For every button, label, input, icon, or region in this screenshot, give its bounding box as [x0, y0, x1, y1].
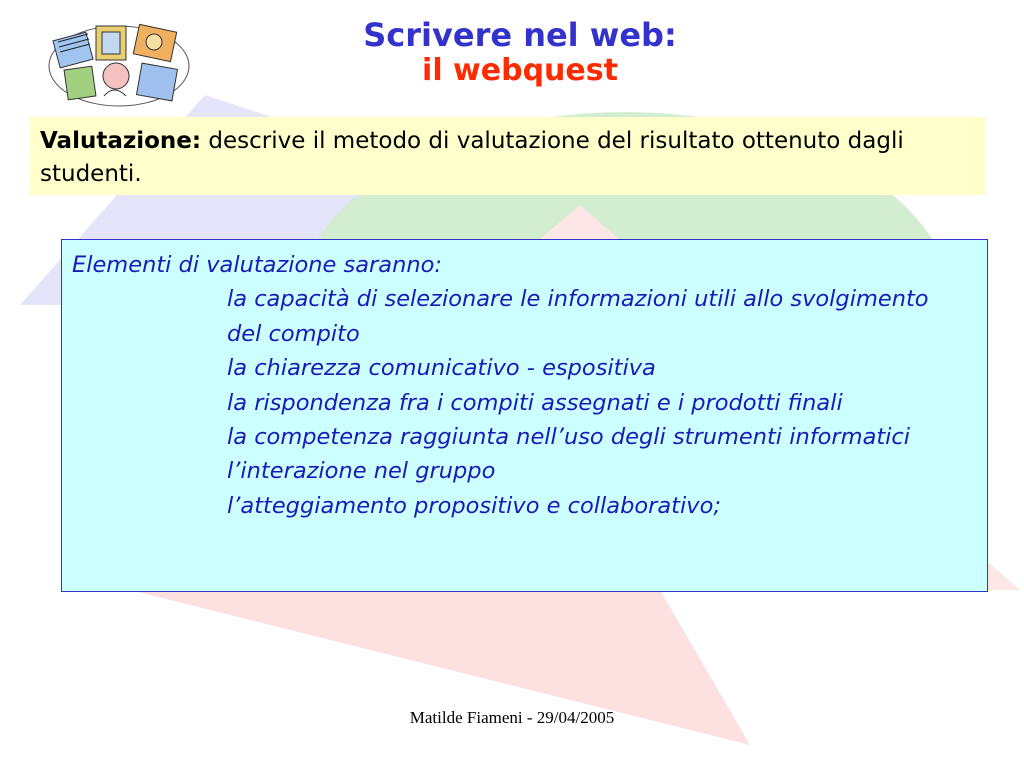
criteria-item: la chiarezza comunicativo - espositiva [227, 355, 656, 382]
criteria-item: la rispondenza fra i compiti assegnati e i prodotti finali [227, 389, 843, 416]
criteria-item: l’atteggiamento propositivo e collaborativo; [227, 492, 721, 519]
intro-term: Valutazione: [40, 128, 202, 154]
slide-title [300, 16, 740, 88]
criteria-item: la competenza raggiunta nell’uso degli strumenti informatici [227, 424, 911, 451]
title-line-2: il webquest [422, 53, 618, 88]
criteria-item: la capacità di selezionare le informazioni utili allo svolgimento del compito [227, 286, 929, 347]
slide-footer: Matilde Fiameni - 29/04/2005 [409, 708, 615, 727]
title-line-1: Scrivere nel web: [363, 16, 677, 54]
criteria-item: l’interazione nel gruppo [227, 458, 496, 485]
criteria-list [72, 282, 977, 523]
criteria-heading: Elementi di valutazione saranno: [72, 252, 442, 278]
intro-text: descrive il metodo di valutazione del risultato ottenuto dagli studenti. [40, 128, 904, 187]
criteria-box [61, 239, 988, 592]
music-art-collage-clipart [44, 18, 194, 110]
intro-box [30, 117, 986, 195]
